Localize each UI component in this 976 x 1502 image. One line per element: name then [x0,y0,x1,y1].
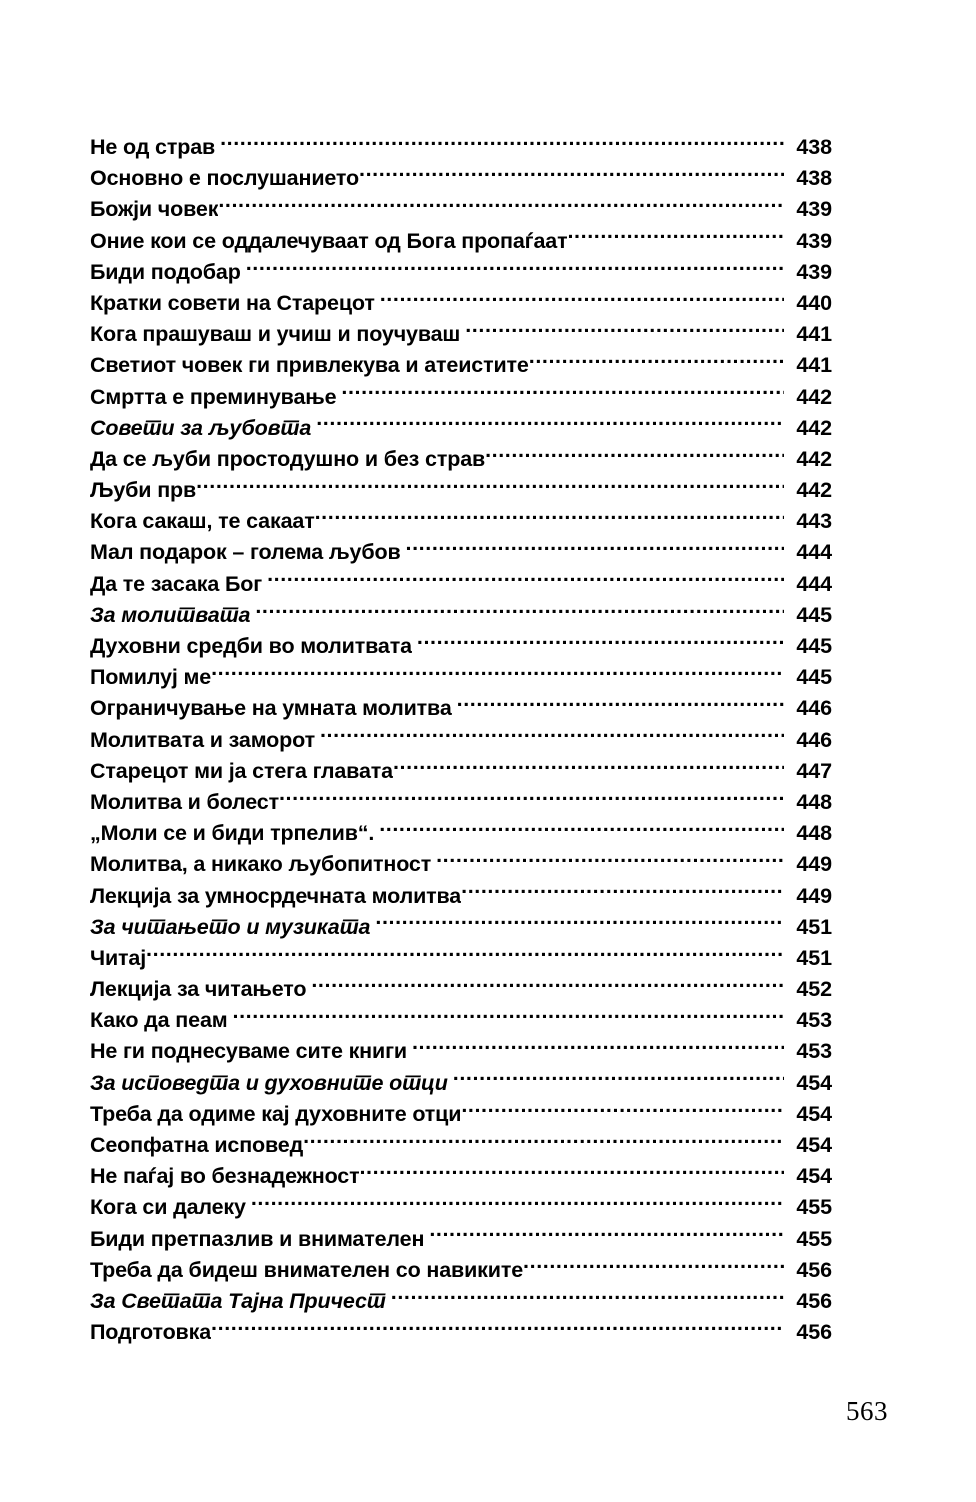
toc-entry-page-number: 441 [796,353,832,378]
toc-entry-page-number: 451 [796,914,832,939]
toc-entry[interactable] [90,787,832,818]
toc-entry[interactable] [90,226,832,257]
toc-entry-page-number: 445 [796,602,832,627]
toc-entry-title: Молитва и болест [90,789,279,814]
toc-dot-leader [251,1198,784,1214]
toc-entry[interactable] [90,974,832,1005]
toc-entry-title: Молитвата и заморот [90,727,315,752]
toc-entry-page-number: 440 [796,290,832,315]
toc-entry-page-number: 451 [796,945,832,970]
toc-entry-title: За читањето и музиката [90,914,371,939]
toc-entry-page-number: 448 [796,821,832,846]
toc-entry-title: Совети за љубовта [90,415,312,440]
toc-entry-title: Ограничување на умната молитва [90,696,452,721]
toc-entry-page-number: 455 [796,1195,832,1220]
toc-entry-page-number: 455 [796,1226,832,1251]
toc-entry-page-number: 448 [796,789,832,814]
toc-dot-leader [233,1011,784,1027]
toc-entry[interactable] [90,569,832,600]
toc-entry-page-number: 444 [796,571,832,596]
toc-entry[interactable] [90,725,832,756]
toc-dot-leader [311,980,784,996]
toc-entry-title: Божји човек [90,197,219,222]
toc-dot-leader [485,450,784,466]
toc-entry-page-number: 447 [796,758,832,783]
toc-entry[interactable] [90,444,832,475]
toc-dot-leader [453,1074,784,1090]
toc-dot-leader [529,356,784,372]
toc-entry[interactable] [90,1192,832,1223]
toc-dot-leader [246,263,784,279]
toc-entry-title: Кога сакаш, те сакаат [90,509,315,534]
toc-entry-page-number: 443 [796,509,832,534]
toc-entry[interactable] [90,881,832,912]
toc-dot-leader [380,294,784,310]
toc-entry-title: Светиот човек ги привлекува и атеистите [90,353,529,378]
toc-dot-leader [267,575,784,591]
toc-entry[interactable] [90,506,832,537]
toc-dot-leader [406,543,784,559]
toc-entry-title: Кратки совети на Старецот [90,290,375,315]
toc-dot-leader [417,637,784,653]
toc-dot-leader [196,481,784,497]
toc-dot-leader [379,824,784,840]
toc-dot-leader [457,699,784,715]
toc-entry[interactable] [90,600,832,631]
toc-dot-leader [567,232,784,248]
toc-dot-leader [436,855,784,871]
toc-entry-page-number: 456 [796,1288,832,1313]
toc-dot-leader [523,1261,784,1277]
toc-entry[interactable] [90,382,832,413]
toc-entry-title: Како да пеам [90,1008,228,1033]
toc-entry-page-number: 452 [796,977,832,1002]
toc-entry[interactable] [90,1286,832,1317]
toc-entry-title: Кога си далеку [90,1195,246,1220]
toc-dot-leader [220,138,784,154]
toc-dot-leader [320,731,784,747]
toc-entry[interactable] [90,1068,832,1099]
toc-entry-page-number: 446 [796,696,832,721]
toc-entry[interactable] [90,1130,832,1161]
toc-entry-page-number: 442 [796,415,832,440]
toc-entry-page-number: 445 [796,665,832,690]
toc-entry-title: Да се љуби простодушно и без страв [90,446,486,471]
toc-entry-page-number: 439 [796,259,832,284]
toc-entry-title: Биди подобар [90,259,241,284]
toc-entry-page-number: 442 [796,384,832,409]
toc-entry-title: Мал подарок – голема љубов [90,540,401,565]
toc-entry[interactable] [90,1036,832,1067]
toc-entry-page-number: 446 [796,727,832,752]
toc-dot-leader [412,1042,784,1058]
toc-entry[interactable] [90,257,832,288]
toc-entry-title: Лекција за умносрдечната молитва [90,883,462,908]
toc-entry-page-number: 439 [796,228,832,253]
toc-dot-leader [429,1230,784,1246]
toc-dot-leader [359,1167,784,1183]
toc-entry[interactable] [90,1161,832,1192]
toc-entry[interactable] [90,1317,832,1348]
toc-entry-page-number: 442 [796,446,832,471]
toc-entry-title: Старецот ми ја стега главата [90,758,393,783]
toc-entry-page-number: 441 [796,322,832,347]
toc-entry-page-number: 453 [796,1039,832,1064]
toc-entry-title: За исповедта и духовните отци [90,1070,448,1095]
toc-entry[interactable] [90,194,832,225]
toc-entry-page-number: 438 [796,166,832,191]
toc-entry[interactable] [90,849,832,880]
toc-entry[interactable] [90,537,832,568]
toc-dot-leader [391,1292,784,1308]
toc-entry[interactable] [90,163,832,194]
toc-entry[interactable] [90,288,832,319]
toc-entry-title: За Светата Тајна Причест [90,1288,386,1313]
page-folio-number: 563 [846,1396,888,1426]
toc-entry-title: Не паѓај во безнадежност [90,1164,360,1189]
toc-entry-title: Сеопфатна исповед [90,1133,304,1157]
toc-entry-page-number: 456 [796,1320,832,1345]
toc-entry-title: Не од страв [90,135,216,159]
toc-entry-page-number: 445 [796,634,832,658]
toc-dot-leader [255,606,784,622]
toc-entry-title: Подготовка [90,1320,212,1345]
toc-entry-page-number: 439 [796,197,832,222]
toc-entry-title: Треба да одиме кај духовните отци [90,1101,462,1126]
toc-entry[interactable] [90,475,832,506]
toc-entry-page-number: 438 [796,135,832,159]
toc-entry-title: „Моли се и биди трпелив“. [90,821,375,846]
toc-entry[interactable] [90,662,832,693]
toc-entry-title: Треба да бидеш внимателен со навиките [90,1257,524,1282]
toc-dot-leader [279,793,784,809]
toc-entry-title: Лекција за читањето [90,977,307,1002]
toc-entry-title: Молитва, а никако љубопитност [90,852,432,877]
toc-entry-title: Помилуј ме [90,665,212,690]
toc-entry-page-number: 454 [796,1133,832,1157]
toc-entry[interactable] [90,756,832,787]
toc-dot-leader [393,762,784,778]
toc-dot-leader [359,169,784,185]
toc-entry[interactable] [90,943,832,974]
toc-dot-leader [211,1323,784,1339]
toc-entry[interactable] [90,350,832,381]
toc-dot-leader [375,918,784,934]
toc-entry[interactable] [90,1005,832,1036]
toc-entry-title: Смртта е преминување [90,384,337,409]
toc-entry-title: Не ги поднесуваме сите книги [90,1039,407,1064]
toc-entry[interactable] [90,631,832,662]
toc-dot-leader [461,1105,784,1121]
toc-entry-page-number: 453 [796,1008,832,1033]
toc-entry-page-number: 449 [796,883,832,908]
toc-entry-title: Кога прашуваш и учиш и поучуваш [90,322,461,347]
toc-entry-page-number: 449 [796,852,832,877]
toc-entry-page-number: 456 [796,1257,832,1282]
toc-entry-title: Биди претпазлив и внимателен [90,1226,425,1251]
toc-entry-title: Читај [90,945,147,970]
toc-entry-page-number: 454 [796,1101,832,1126]
toc-dot-leader [341,388,784,404]
toc-entry-title: Љуби прв [90,478,197,503]
toc-dot-leader [146,949,784,965]
toc-entry[interactable] [90,1255,832,1286]
toc-dot-leader [461,887,784,903]
toc-entry-page-number: 442 [796,478,832,503]
toc-entry[interactable] [90,132,832,163]
toc-entry[interactable] [90,693,832,724]
toc-entry[interactable] [90,1224,832,1255]
toc-entry[interactable] [90,1099,832,1130]
toc-entry[interactable] [90,413,832,444]
toc-entry[interactable] [90,818,832,849]
toc-dot-leader [218,200,784,216]
toc-dot-leader [315,512,784,528]
toc-entry[interactable] [90,319,832,350]
toc-entry-title: Основно е послушанието [90,166,359,191]
toc-entry-title: Духовни средби во молитвата [90,634,412,658]
toc-entry-page-number: 454 [796,1164,832,1189]
toc-dot-leader [465,325,784,341]
table-of-contents-list [90,132,832,1348]
toc-entry-title: За молитвата [90,602,251,627]
toc-entry-page-number: 454 [796,1070,832,1095]
toc-entry-page-number: 444 [796,540,832,565]
toc-entry-title: Оние кои се оддалечуваат од Бога пропаѓаат [90,228,568,253]
toc-dot-leader [316,419,784,435]
toc-entry-title: Да те засака Бог [90,571,263,596]
toc-dot-leader [211,668,784,684]
toc-dot-leader [303,1136,784,1152]
toc-entry[interactable] [90,912,832,943]
